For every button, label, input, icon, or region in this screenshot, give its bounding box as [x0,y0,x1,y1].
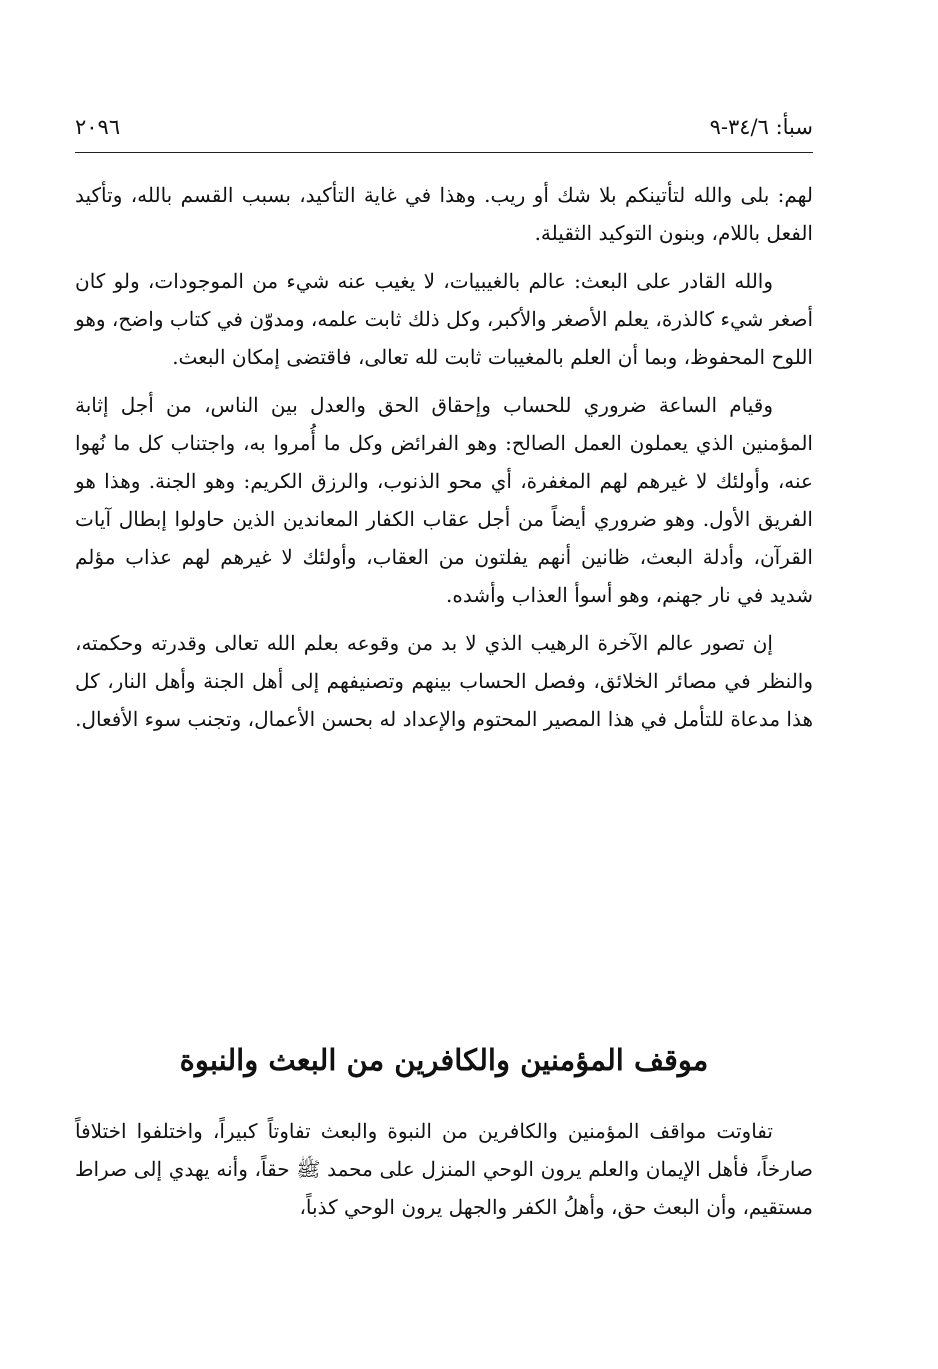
section-heading: موقف المؤمنين والكافرين من البعث والنبوة [179,1043,709,1077]
page-number: ٢٠٩٦ [75,115,121,139]
paragraph-2: والله القادر على البعث: عالم بالغيبيات، لا يغيب عنه شيء من الموجودات، ولو كان أصغر شيء كالذرة، يعلم الأصغر والأكبر، وكل ذلك ثابت علمه، ومدوّن في كتاب واضح، وهو اللوح المحفوظ، وبما أن العلم بالمغيبات ثابت لله تعالى، فاقتضى إمكان البعث. [75,269,813,369]
section-text [75,1112,813,1226]
paragraph-1: لهم: بلى والله لتأتينكم بلا شك أو ريب. وهذا في غاية التأكيد، بسبب القسم بالله، وتأكيد الفعل باللام، وبنون التوكيد الثقيلة. [75,183,813,245]
paragraph-3: وقيام الساعة ضروري للحساب وإحقاق الحق والعدل بين الناس، من أجل إثابة المؤمنين الذي يعملون العمل الصالح: وهو الفرائض وكل ما أُمروا به، واجتناب كل ما نُهوا عنه، وأولئك لا غيرهم لهم المغفرة، أي محو الذنوب، والرزق الكريم: وهو الجنة. وهذا هو الفريق الأول. وهو ضروري أيضاً من أجل عقاب الكفار المعاندين الذين حاولوا إبطال آيات القرآن، وأدلة البعث، ظانين أنهم يفلتون من العقاب، وأولئك لا غيرهم لهم عذاب مؤلم شديد في نار جهنم، وهو أسوأ العذاب وأشده. [75,393,813,607]
paragraph-4: إن تصور عالم الآخرة الرهيب الذي لا بد من وقوعه بعلم الله تعالى وقدرته وحكمته، والنظر في مصائر الخلائق، وفصل الحساب بينهم وتصنيفهم إلى أهل الجنة وأهل النار، كل هذا مدعاة للتأمل في هذا المصير المحتوم والإعداد له بحسن الأعمال، وتجنب سوء الأفعال. [75,631,813,731]
main-text [75,176,813,748]
section-paragraph: تفاوتت مواقف المؤمنين والكافرين من النبوة والبعث تفاوتاً كبيراً، واختلفوا اختلافاً صارخاً، فأهل الإيمان والعلم يرون الوحي المنزل على محمد ﷺ حقاً، وأنه يهدي إلى صراط مستقيم، وأن البعث حق، وأهلُ الكفر والجهل يرون الوحي كذباً، [75,1119,813,1219]
page-header [75,112,813,148]
header-rule [75,152,813,153]
surah-reference: سبأ: ٣٤/٦-٩ [709,115,813,139]
